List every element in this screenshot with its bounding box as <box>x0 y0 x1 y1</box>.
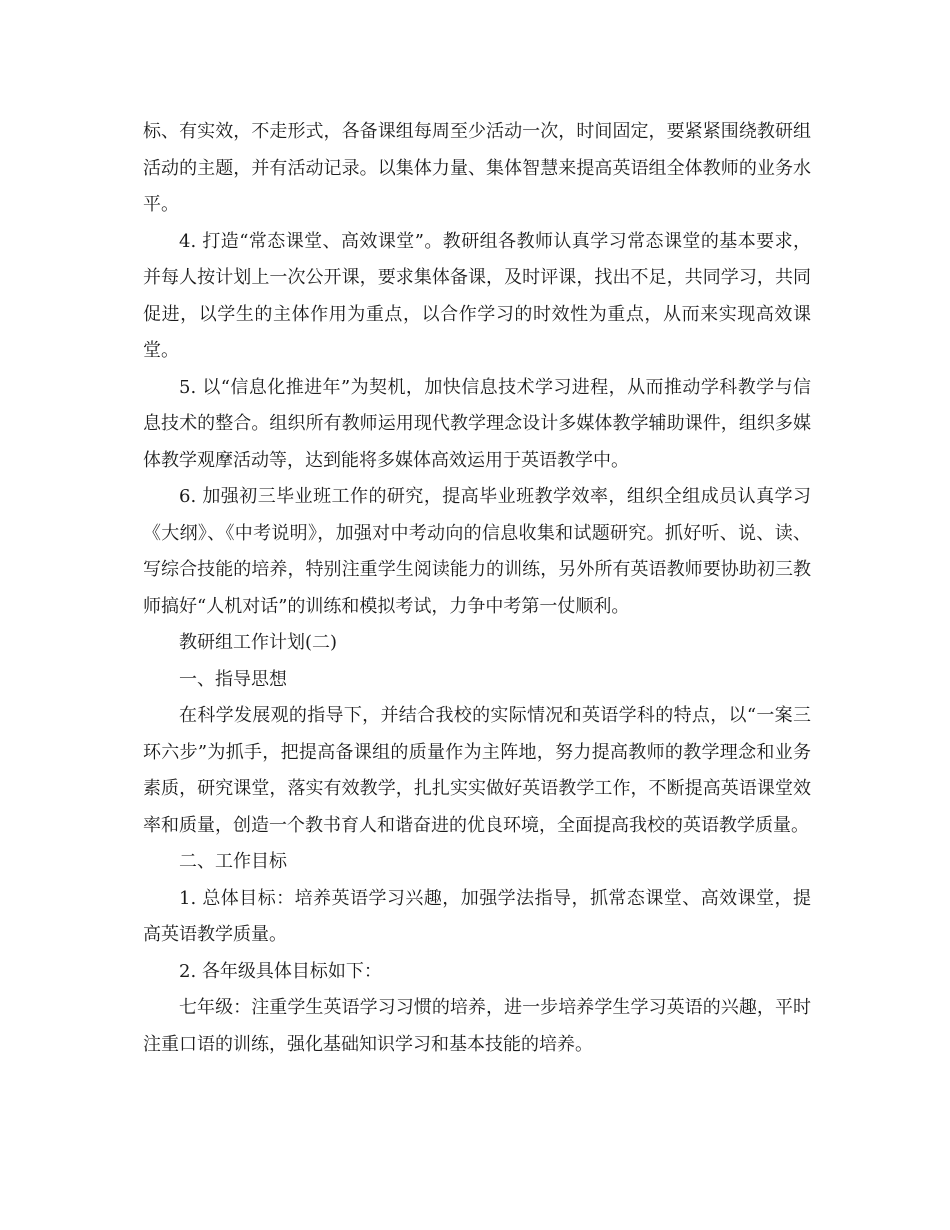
heading-guiding-ideology: 一、指导思想 <box>179 668 287 690</box>
paragraph-item-6: 6. 加强初三毕业班工作的研究，提高毕业班教学效率，组织全组成员认真学习《大纲》、《中考说明》，加强对中考动向的信息收集和试题研究。抓好听、说、读、写综合技能的培养，特别注重学生阅读能力的训练，另外所有英语教师要协助初三教师搞好“人机对话”的训练和模拟考试，力争中考第一仗顺利。 <box>143 486 811 617</box>
paragraph-continuation: 标、有实效，不走形式，各备课组每周至少活动一次，时间固定，要紧紧围绕教研组活动的主题，并有活动记录。以集体力量、集体智慧来提高英语组全体教师的业务水平。 <box>143 121 811 215</box>
paragraph-grade-seven: 七年级：注重学生英语学习习惯的培养，进一步培养学生学习英语的兴趣，平时注重口语的训练，强化基础知识学习和基本技能的培养。 <box>143 997 811 1055</box>
paragraph-goal-grades: 2. 各年级具体目标如下： <box>179 960 382 982</box>
paragraph-guiding-ideology: 在科学发展观的指导下，并结合我校的实际情况和英语学科的特点，以“一案三环六步”为抓手，把提高备课组的质量作为主阵地，努力提高教师的教学理念和业务素质，研究课堂，落实有效教学，扎扎实实做好英语教学工作，不断提高英语课堂效率和质量，创造一个教书育人和谐奋进的优良环境，全面提高我校的英语教学质量。 <box>143 705 811 836</box>
paragraph-item-4: 4. 打造“常态课堂、高效课堂”。教研组各教师认真学习常态课堂的基本要求，并每人按计划上一次公开课，要求集体备课，及时评课，找出不足，共同学习，共同促进，以学生的主体作用为重点，以合作学习的时效性为重点，从而来实现高效课堂。 <box>143 230 811 361</box>
paragraph-item-5: 5. 以“信息化推进年”为契机，加快信息技术学习进程，从而推动学科教学与信息技术的整合。组织所有教师运用现代教学理念设计多媒体教学辅助课件，组织多媒体教学观摩活动等，达到能将多媒体高效运用于英语教学中。 <box>143 376 811 471</box>
heading-work-goals: 二、工作目标 <box>179 851 287 872</box>
document-body <box>143 114 811 1063</box>
paragraph-goal-overall: 1. 总体目标：培养英语学习兴趣，加强学法指导，抓常态课堂、高效课堂，提高英语教学质量。 <box>143 887 811 945</box>
section-title-plan-2: 教研组工作计划(二) <box>179 632 338 653</box>
